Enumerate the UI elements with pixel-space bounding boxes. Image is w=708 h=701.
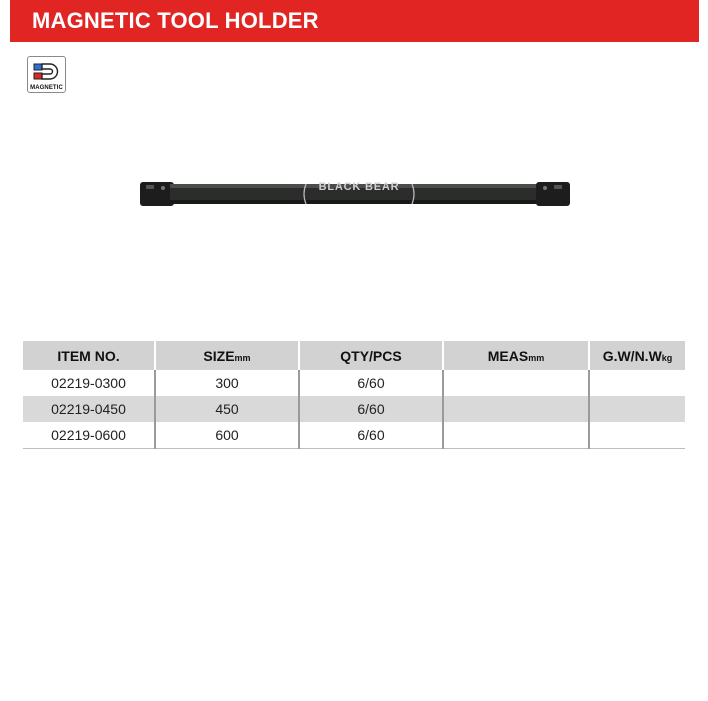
- cell-qty: 6/60: [299, 396, 443, 422]
- cell-size: 600: [155, 422, 299, 449]
- table-header-row: [23, 341, 685, 370]
- magnetic-badge: [27, 56, 66, 93]
- cell-qty: 6/60: [299, 370, 443, 396]
- cell-item-no: 02219-0300: [23, 370, 155, 396]
- table-row: [23, 396, 685, 422]
- badge-label: MAGNETIC: [30, 85, 63, 91]
- table-row: [23, 370, 685, 396]
- cell-item-no: 02219-0600: [23, 422, 155, 449]
- col-weight: G.W/N.Wkg: [589, 341, 685, 370]
- spec-table: [23, 341, 685, 449]
- cell-weight: [589, 422, 685, 449]
- cell-weight: [589, 396, 685, 422]
- cell-meas: [443, 422, 589, 449]
- col-item-no: ITEM NO.: [23, 341, 155, 370]
- cell-meas: [443, 396, 589, 422]
- cell-size: 300: [155, 370, 299, 396]
- brand-label: BLACK BEAR: [318, 181, 400, 193]
- cell-weight: [589, 370, 685, 396]
- col-qty: QTY/PCS: [299, 341, 443, 370]
- title-bar: [10, 0, 699, 42]
- cell-size: 450: [155, 396, 299, 422]
- cell-qty: 6/60: [299, 422, 443, 449]
- table-row: [23, 422, 685, 449]
- cell-item-no: 02219-0450: [23, 396, 155, 422]
- col-meas: MEASmm: [443, 341, 589, 370]
- page-title: MAGNETIC TOOL HOLDER: [32, 8, 319, 33]
- cell-meas: [443, 370, 589, 396]
- col-size: SIZEmm: [155, 341, 299, 370]
- magnet-icon: [32, 60, 62, 84]
